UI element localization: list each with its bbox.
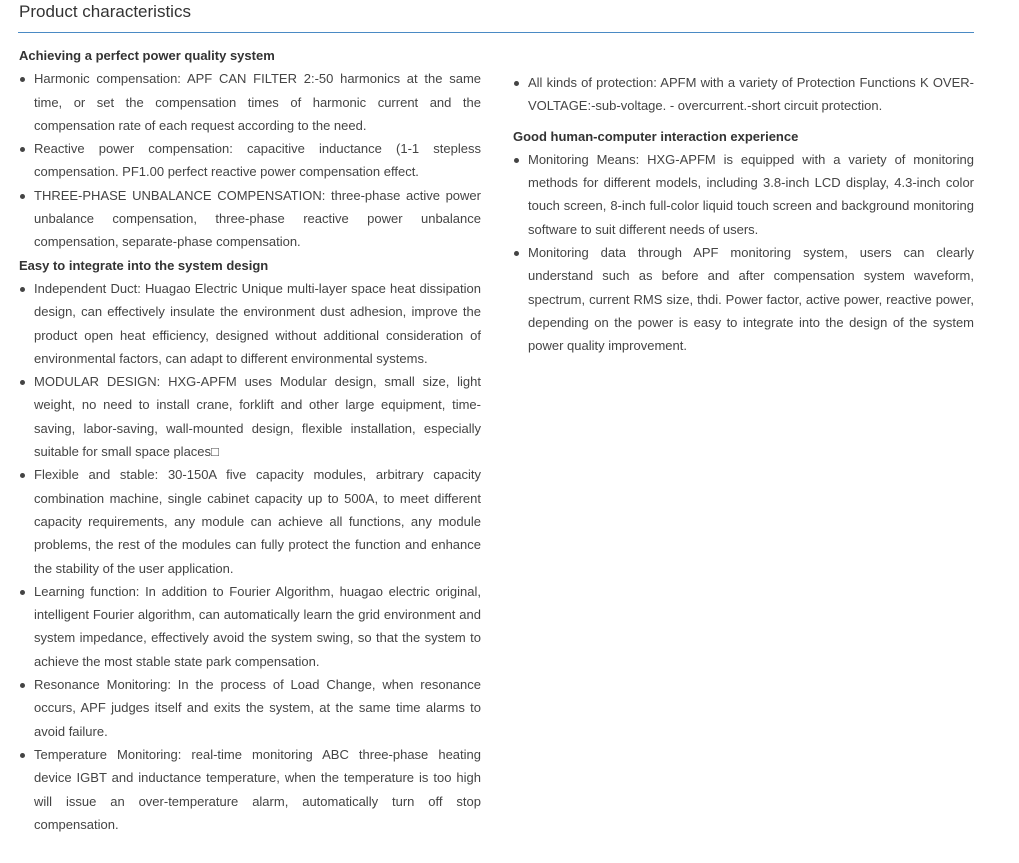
bullet-icon [20,194,25,199]
list-item-text: Learning function: In addition to Fourier Algorithm, huagao electric original, intelligent Fourier algorithm, can automatically learn the grid environment and system impedance, effectively avoid the system swing, so that the system to achieve the most stable state park compensation. [34,583,481,669]
bullet-icon [20,147,25,152]
list-item-text: Monitoring data through APF monitoring system, users can clearly understand such as before and after compensation system waveform, spectrum, current RMS size, thdi. Power factor, active power, reactive power, depending on the power is easy to integrate into the design of the system power quality improvement. [528,245,974,354]
bullet-icon [514,158,519,163]
list-item-independent-duct [19,277,481,370]
right-column [513,71,974,358]
list-item-monitoring-data [513,241,974,357]
bullet-icon [20,753,25,758]
protection-list [513,71,974,118]
title-divider [18,32,974,33]
bullet-icon [20,683,25,688]
bullet-icon [514,81,519,86]
list-item-resonance-monitoring [19,673,481,743]
interaction-list [513,148,974,358]
list-item-text: Harmonic compensation: APF CAN FILTER 2:-50 harmonics at the same time, or set the compensation times of harmonic current and the compensation rate of each request according to the need. [34,71,481,133]
list-item-reactive-power [19,137,481,184]
page-title: Product characteristics [19,2,191,21]
bullet-icon [20,590,25,595]
list-item-learning-function [19,580,481,673]
section-heading-system-design: Easy to integrate into the system design [19,257,269,273]
section-heading-power-quality: Achieving a perfect power quality system [19,48,275,63]
list-item-text: Resonance Monitoring: In the process of Load Change, when resonance occurs, APF judges itself and exits the system, at the same time alarms to avoid failure. [34,677,481,739]
list-item-text: THREE-PHASE UNBALANCE COMPENSATION: three-phase active power unbalance compensation, three-phase reactive power unbalance compensation, separate-phase compensation. [34,187,481,250]
list-item-monitoring-means [513,148,974,241]
bullet-icon [20,77,25,82]
bullet-icon [20,287,25,292]
left-column [19,44,481,836]
list-item-text: Temperature Monitoring: real-time monitoring ABC three-phase heating device IGBT and inductance temperature, when the temperature is too high will issue an over-temperature alarm, automatically turn off stop compensation. [34,746,481,832]
list-item-modular-design [19,370,481,463]
list-item-three-phase-unbalance [19,184,481,254]
list-item-text: Reactive power compensation: capacitive inductance (1-1 stepless compensation. PF1.00 perfect reactive power compensation effect. [34,141,481,180]
system-design-list [19,277,481,836]
list-item-protection [513,71,974,118]
list-item-text: All kinds of protection: APFM with a variety of Protection Functions K OVER-VOLTAGE:-sub-voltage. - overcurrent.-short circuit protection. [528,75,974,114]
section-heading-interaction: Good human-computer interaction experience [513,128,799,144]
bullet-icon [20,380,25,385]
list-item-text: MODULAR DESIGN: HXG-APFM uses Modular design, small size, light weight, no need to install crane, forklift and other large equipment, time-saving, labor-saving, wall-mounted design, flexible installation, especially suitable for small space places□ [34,374,481,460]
list-item-text: Flexible and stable: 30-150A five capacity modules, arbitrary capacity combination machine, single cabinet capacity up to 500A, to meet different capacity requirements, any module can achieve all functions, any module problems, the rest of the modules can fully protect the function and enhance the stability of the user application. [34,467,481,576]
power-quality-list [19,67,481,253]
list-item-text: Independent Duct: Huagao Electric Unique multi-layer space heat dissipation design, can effectively insulate the environment dust adhesion, improve the product open heat efficiency, designed without additional consideration of environmental factors, can adapt to different environmental systems. [34,280,481,366]
bullet-icon [514,251,519,256]
list-item-text: Monitoring Means: HXG-APFM is equipped with a variety of monitoring methods for different models, including 3.8-inch LCD display, 4.3-inch color touch screen, 8-inch full-color liquid touch screen and background monitoring software to suit different needs of users. [528,151,974,237]
bullet-icon [20,473,25,478]
list-item-flexible-stable [19,463,481,579]
list-item-temperature-monitoring [19,743,481,836]
list-item-harmonic-compensation [19,67,481,137]
